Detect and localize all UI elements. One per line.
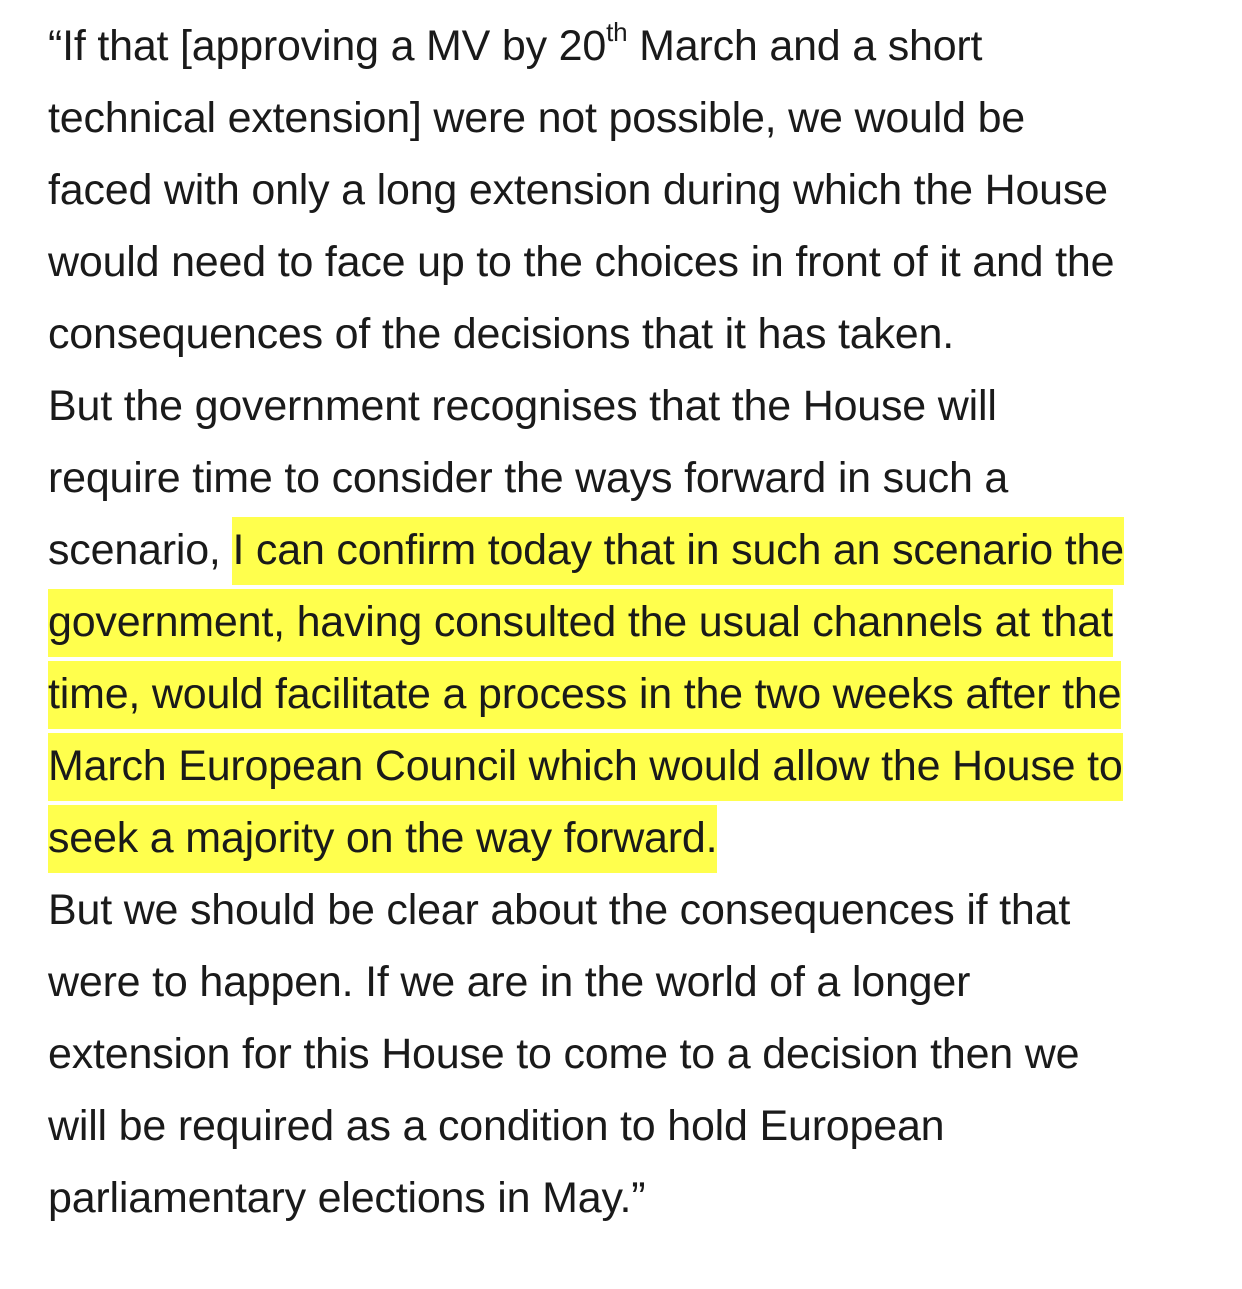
text-span: “If that [approving a MV by 20 [48,22,607,70]
quote-paragraph-3 [48,874,1198,1234]
text-span: March and a short [627,22,983,70]
text-line [48,658,1198,730]
text-line [48,730,1198,802]
ordinal-superscript: th [606,16,628,47]
text-line: But the government recognises that the House will [48,382,997,430]
highlighted-text: I can confirm today that in such an scenario the [232,517,1124,585]
text-line: faced with only a long extension during which the House [48,166,1108,214]
text-line: parliamentary elections in May.” [48,1174,646,1222]
text-line: technical extension] were not possible, we would be [48,94,1025,142]
text-line: were to happen. If we are in the world of a longer [48,958,971,1006]
highlighted-text: government, having consulted the usual channels at that [48,589,1113,657]
text-line [48,586,1198,658]
quote-paragraph-1 [48,10,1198,370]
highlighted-text: March European Council which would allow the House to [48,733,1123,801]
text-line: require time to consider the ways forward in such a [48,454,1009,502]
text-line [48,514,1198,586]
text-line: But we should be clear about the consequences if that [48,886,1071,934]
highlighted-text: seek a majority on the way forward. [48,805,717,873]
quote-paragraph-2 [48,370,1198,874]
text-line [48,802,1198,874]
highlighted-text: time, would facilitate a process in the two weeks after the [48,661,1121,729]
quote-document [48,10,1198,1234]
text-span: scenario, [48,526,233,574]
text-line: will be required as a condition to hold European [48,1102,945,1150]
text-line: would need to face up to the choices in front of it and the [48,238,1115,286]
text-line: consequences of the decisions that it has taken. [48,310,954,358]
text-line [48,10,1198,82]
text-line: extension for this House to come to a decision then we [48,1030,1080,1078]
